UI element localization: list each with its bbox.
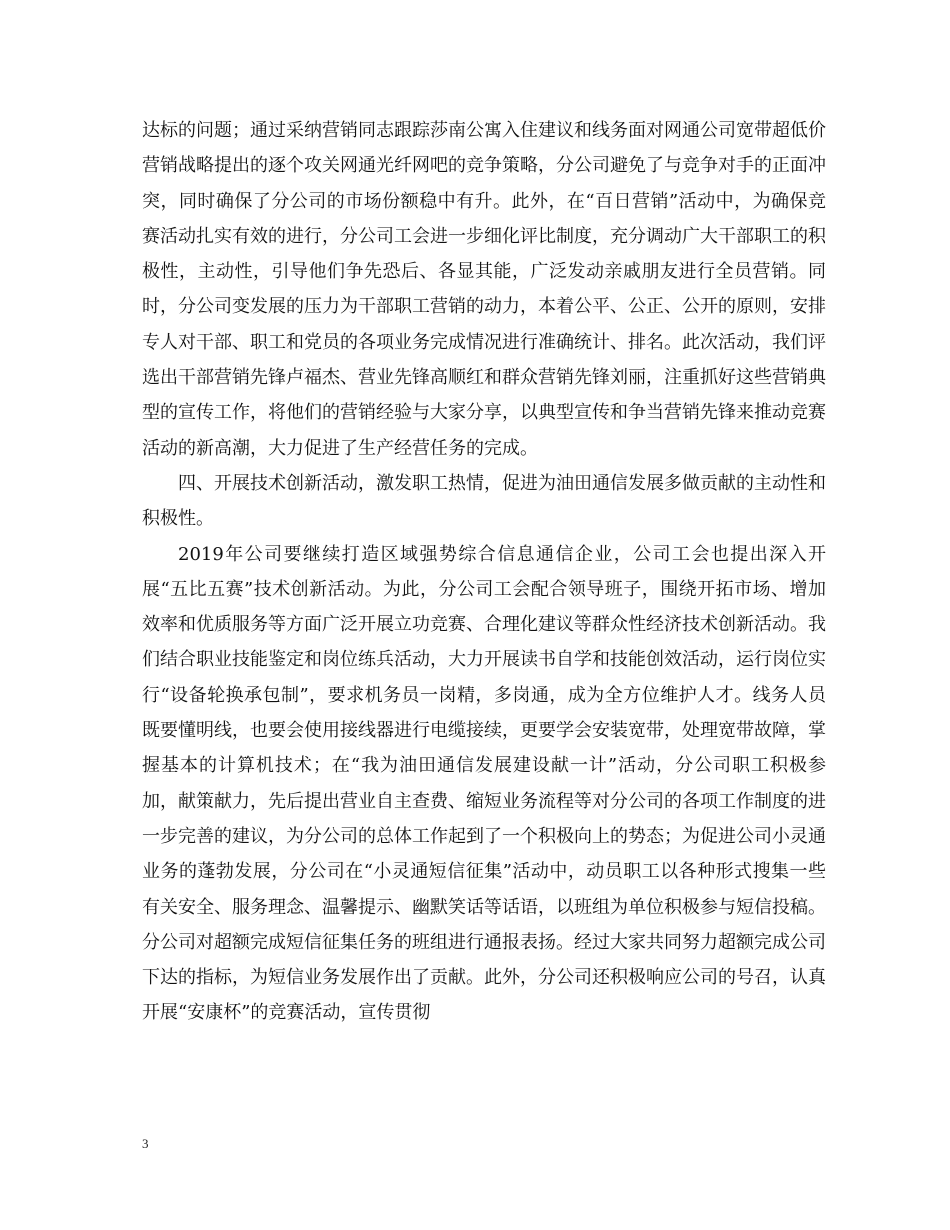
page-number: 3 <box>142 1136 149 1151</box>
document-body <box>142 113 826 1031</box>
paragraph-technical-innovation: 2019年公司要继续打造区域强势综合信息通信企业，公司工会也提出深入开展“五比五赛”技术创新活动。为此，分公司工会配合领导班子，围绕开拓市场、增加效率和优质服务等方面广泛开展立功竞赛、合理化建议等群众性经济技术创新活动。我们结合职业技能鉴定和岗位练兵活动，大力开展读书自学和技能创效活动，运行岗位实行“设备轮换承包制”，要求机务员一岗精，多岗通，成为全方位维护人才。线务人员既要懂明线，也要会使用接线器进行电缆接续，更要学会安装宽带，处理宽带故障，掌握基本的计算机技术；在“我为油田通信发展建设献一计”活动，分公司职工积极参加，献策献力，先后提出营业自主查费、缩短业务流程等对分公司的各项工作制度的进一步完善的建议，为分公司的总体工作起到了一个积极向上的势态；为促进公司小灵通业务的蓬勃发展，分公司在“小灵通短信征集”活动中，动员职工以各种形式搜集一些有关安全、服务理念、温馨提示、幽默笑话等话语，以班组为单位积极参与短信投稿。分公司对超额完成短信征集任务的班组进行通报表扬。经过大家共同努力超额完成公司下达的指标，为短信业务发展作出了贡献。此外，分公司还积极响应公司的号召，认真开展“安康杯”的竞赛活动，宣传贯彻 <box>142 543 826 1024</box>
paragraph-section-heading: 四、开展技术创新活动，激发职工热情，促进为油田通信发展多做贡献的主动性和积极性。 <box>142 472 826 530</box>
paragraph-continued: 达标的问题；通过采纳营销同志跟踪莎南公寓入住建议和线务面对网通公司宽带超低价营销战略提出的逐个攻关网通光纤网吧的竞争策略，分公司避免了与竞争对手的正面冲突，同时确保了分公司的市场份额稳中有升。此外，在“百日营销”活动中，为确保竞赛活动扎实有效的进行，分公司工会进一步细化评比制度，充分调动广大干部职工的积极性，主动性，引导他们争先恐后、各显其能，广泛发动亲戚朋友进行全员营销。同时，分公司变发展的压力为干部职工营销的动力，本着公平、公正、公开的原则，安排专人对干部、职工和党员的各项业务完成情况进行准确统计、排名。此次活动，我们评选出干部营销先锋卢福杰、营业先锋高顺红和群众营销先锋刘丽，注重抓好这些营销典型的宣传工作，将他们的营销经验与大家分享，以典型宣传和争当营销先锋来推动竞赛活动的新高潮，大力促进了生产经营任务的完成。 <box>142 120 826 459</box>
